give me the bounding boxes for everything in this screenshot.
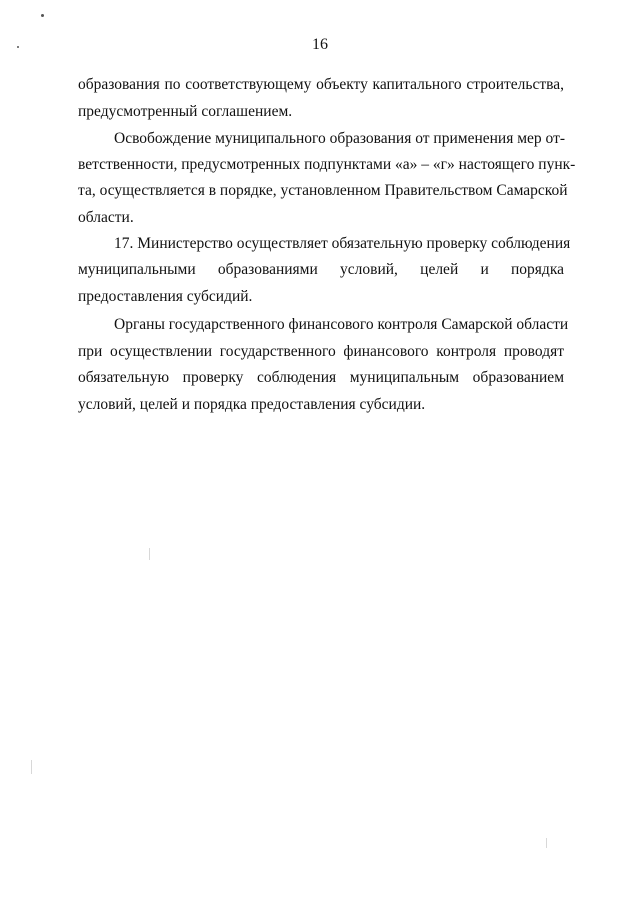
paragraph-first-line: Освобождение муниципального образования от применения мер от- [114, 130, 566, 147]
text-line: та, осуществляется в порядке, установленном Правительством Самарской [78, 182, 568, 199]
text-line: предоставления субсидий. [78, 288, 253, 305]
text-line: муниципальными образованиями условий, целей и порядка [78, 261, 564, 278]
page-number: 16 [312, 36, 328, 53]
text-line: предусмотренный соглашением. [78, 103, 293, 120]
text-line: условий, целей и порядка предоставления субсидии. [78, 396, 426, 413]
scan-artifact-line [31, 760, 32, 774]
scan-speck [41, 14, 44, 17]
text-line: при осуществлении государственного финансового контроля проводят [78, 343, 564, 360]
text-line: ветственности, предусмотренных подпунктами «а» – «г» настоящего пунк- [78, 156, 576, 173]
paragraph-first-line: Органы государственного финансового контроля Самарской области [114, 316, 569, 333]
text-line: области. [78, 209, 134, 226]
text-line: образования по соответствующему объекту капитального строительства, [78, 76, 564, 93]
scan-artifact-line [149, 548, 150, 560]
text-line: обязательную проверку соблюдения муниципальным образованием [78, 369, 564, 386]
paragraph-first-line: 17. Министерство осуществляет обязательную проверку соблюдения [114, 235, 571, 252]
scan-artifact-line [546, 838, 547, 848]
